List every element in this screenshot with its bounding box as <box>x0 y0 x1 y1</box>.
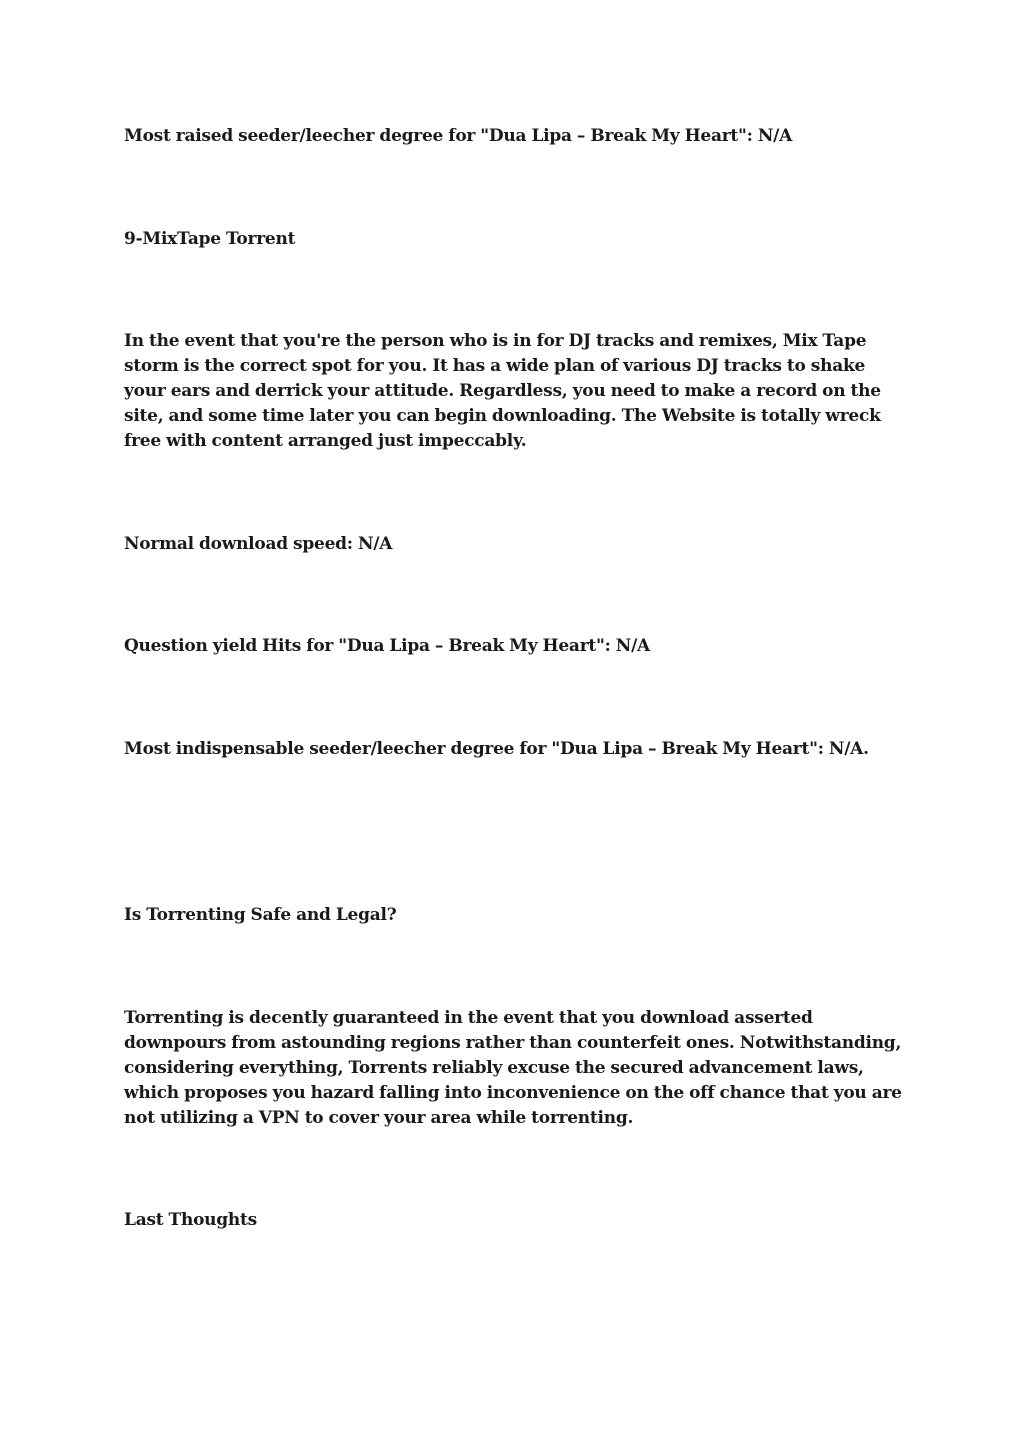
heading-torrenting-safe-legal: Is Torrenting Safe and Legal? <box>124 905 397 925</box>
heading-mixtape-torrent: 9-MixTape Torrent <box>124 229 296 249</box>
paragraph-seeder-leecher-degree: Most indispensable seeder/leecher degree for "Dua Lipa – Break My Heart": N/A. <box>124 739 869 759</box>
paragraph-mixtape-description: In the event that you're the person who is in for DJ tracks and remixes, Mix Tape storm is the correct spot for you. It has a wide plan of various DJ tracks to shake your ears and derrick your attitude. Regardless, you need to make a record on the site, and some time later you can begin downloading. The Website is totally wreck free with content arranged just impeccably. <box>124 331 881 451</box>
paragraph-torrenting-safety: Torrenting is decently guaranteed in the event that you download asserted downpours from astounding regions rather than counterfeit ones. Notwithstanding, considering everything, Torrents reliably excuse the secured advancement laws, which proposes you hazard falling into inconvenience on the off chance that you are not utilizing a VPN to cover your area while torrenting. <box>124 1008 902 1128</box>
heading-last-thoughts: Last Thoughts <box>124 1210 257 1230</box>
paragraph-query-hits: Question yield Hits for "Dua Lipa – Break My Heart": N/A <box>124 636 650 656</box>
paragraph-download-speed: Normal download speed: N/A <box>124 534 393 554</box>
paragraph-seeder-leecher-ratio: Most raised seeder/leecher degree for "Dua Lipa – Break My Heart": N/A <box>124 126 793 146</box>
